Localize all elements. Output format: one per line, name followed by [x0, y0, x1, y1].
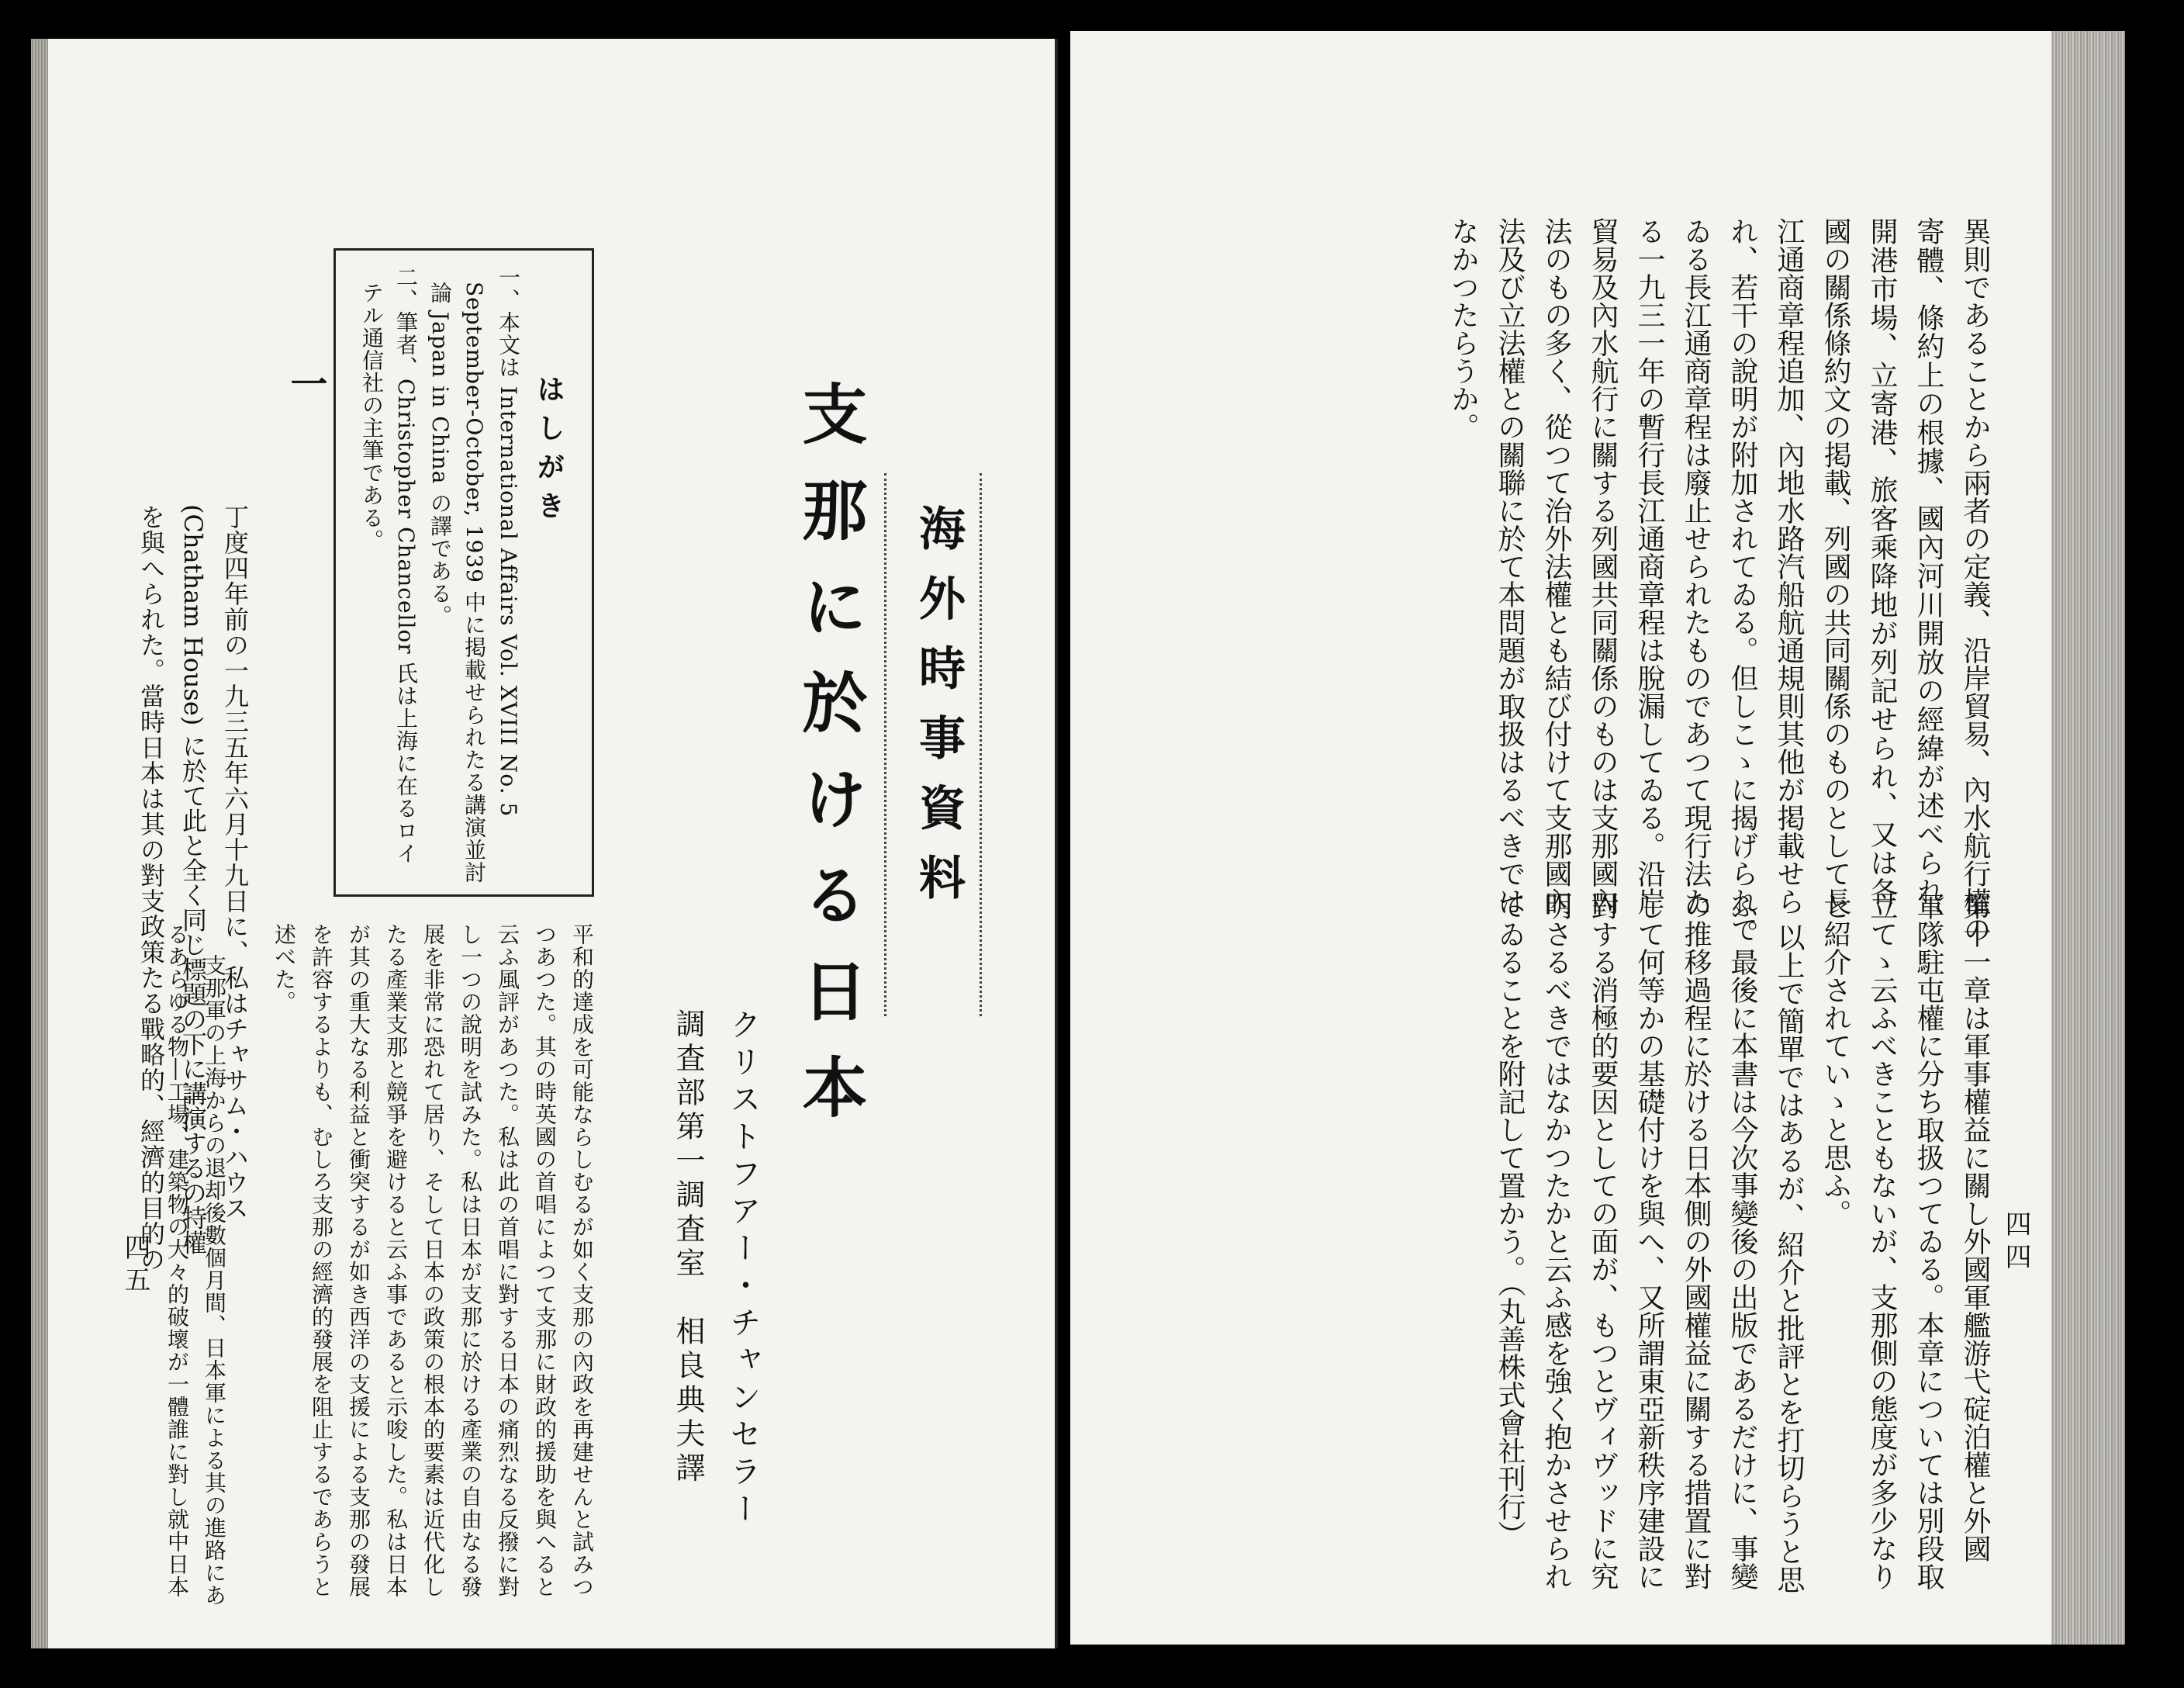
page-edge — [2051, 31, 2125, 1645]
preface-line: September-October, 1939 中に掲載せられたる講演並討 — [461, 282, 487, 884]
body-column: し一つの說明を試みた。私は日本が支那に於ける產業の自由なる發 — [458, 923, 483, 1598]
body-column: るあらゆる物―工場、建築物の大々的破壞が一體誰に對し就中日本 — [164, 923, 190, 1598]
body-column: を與へられた。當時日本は其の對支政策たる戰略的、經濟的目的の — [136, 504, 166, 1272]
body-column: 國の關係條約文の掲載、列國の共同關係のものとして長 — [1819, 217, 1851, 915]
body-column: して何等かの基礎付けを與へ、又所謂東亞新秩序建設に — [1633, 892, 1665, 1590]
body-column: 江通商章程追加、內地水路汽船航通規則其他が掲載せら — [1773, 217, 1805, 915]
body-column: 對する消極的要因としての面が、もつとヴィヴッドに究 — [1587, 892, 1619, 1590]
section-label: 海外時事資料 — [911, 504, 966, 923]
section-number: 一 — [284, 365, 327, 403]
body-column: 述べた。 — [271, 923, 297, 1013]
page-edge — [31, 39, 48, 1648]
body-column: 法及び立法權との關聯に於て本問題が取扱はるべきでは — [1494, 217, 1526, 915]
body-column: 云ふ風評があつた。私は此の首唱に對する日本の痛烈なる反撥に對 — [495, 923, 520, 1598]
body-column: たる產業支那と競爭を避けると云ふ事であると示唆した。私は日本 — [383, 923, 409, 1598]
translator: 調査部第一調査室 相良典夫譯 — [671, 1008, 705, 1486]
body-column: つあつた。其の時英國の首唱によつて支那に財政的援助を與へると — [532, 923, 558, 1598]
preface-line: テル通信社の主筆である。 — [359, 282, 385, 552]
body-column: ゐる長江通商章程は廢止せられたものであつて現行法た — [1680, 217, 1712, 915]
body-column: なかつたらうか。 — [1447, 217, 1479, 441]
body-column: る一九三一年の暫行長江通商章程は脫漏してゐる。沿岸 — [1633, 217, 1665, 915]
body-column: てゐることを附記して置かう。（丸善株式會社刊行） — [1494, 892, 1526, 1548]
body-column: 支那軍の上海からの退却後數個月間、日本軍による其の進路にあ — [202, 954, 227, 1607]
preface-line: 一、本文は International Affairs Vol. XVIII No. 5 — [496, 266, 521, 818]
right-page — [1070, 31, 2125, 1645]
body-column: 平和的達成を可能ならしむるが如く支那の內政を再建せんと試みつ — [569, 923, 595, 1598]
body-column: 以上で簡單ではあるが、紹介と批評とを打切らうと思 — [1773, 923, 1805, 1593]
body-column: 貿易及內水航行に關する列國共同關係のものは支那國內 — [1587, 217, 1619, 915]
preface-heading: はしがき — [533, 375, 565, 530]
body-column: (Chatham House) に於て此と全く同じ標題の下に講演するの特權 — [178, 504, 208, 1255]
body-column: 明さるべきではなかつたかと云ふ感を強く抱かさせられ — [1540, 892, 1572, 1590]
left-page — [31, 39, 1058, 1648]
body-column: 立てゝ云ふべきこともないが、支那側の態度が多少なり — [1866, 892, 1898, 1590]
body-column: 法のもの多く、從つて治外法權とも結び付けて支那國內 — [1540, 217, 1572, 915]
body-column: ふ。最後に本書は今次事變後の出版であるだけに、事變 — [1726, 892, 1758, 1590]
preface-line: 論 Japan in China の譯である。 — [427, 282, 453, 628]
preface-line: 二、筆者、Christopher Chancellor 氏は上海に在るロイ — [393, 266, 419, 865]
page-number: 四四 — [2000, 1210, 2031, 1275]
preface-note-box — [333, 248, 594, 897]
body-column: 寄體、條約上の根據、國內河川開放の經緯が述べられ、 — [1913, 217, 1944, 935]
body-column: れ、若干の說明が附加されてゐる。但しこゝに揭げられて — [1726, 217, 1758, 943]
body-column: の推移過程に於ける日本側の外國權益に關する措置に對 — [1680, 892, 1712, 1590]
body-column: 異則であることから兩者の定義、沿岸貿易、內水航行權の — [1959, 217, 1991, 943]
body-column: を許容するよりも、むしろ支那の經濟的發展を阻止するであらうと — [309, 923, 334, 1598]
page-number: 四五 — [119, 1233, 150, 1299]
body-column: 丁度四年前の一九三五年六月十九日に、私はチャサム・ハウス — [220, 504, 250, 1221]
body-column: 展を非常に恐れて居り、そして日本の政策の根本的要素は近代化し — [420, 923, 446, 1598]
author: クリストフアー・チャンセラー — [725, 1008, 761, 1530]
body-column: が其の重大なる利益と衝突するが如き西洋の支援による支那の發展 — [346, 923, 371, 1598]
body-column: 軍隊駐屯權に分ち取扱つてゐる。本章については別段取 — [1913, 892, 1944, 1590]
section-label-box — [884, 473, 982, 1016]
article-title: 支那に於ける日本 — [792, 380, 869, 1150]
body-column: 開港市場、立寄港、旅客乘降地が列記せられ、又は各 — [1866, 217, 1898, 906]
body-column: 第十一章は軍事權益に關し外國軍艦游弋碇泊權と外國 — [1959, 892, 1991, 1562]
body-column: と紹介されていゝと思ふ。 — [1819, 892, 1851, 1227]
